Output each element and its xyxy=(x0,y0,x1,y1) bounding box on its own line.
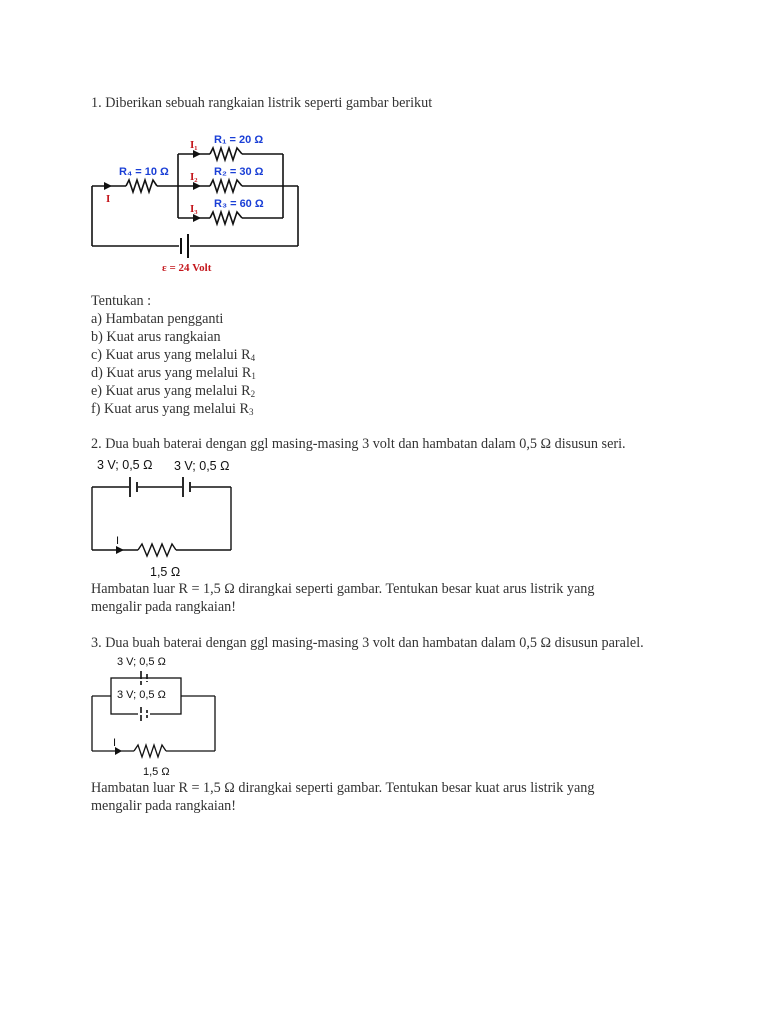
list-item: b) Kuat arus rangkaian xyxy=(91,329,221,345)
label-battery-1-q3: 3 V; 0,5 Ω xyxy=(117,656,166,668)
current-arrow-branch-3 xyxy=(193,214,201,222)
question-3-body-line-1: Hambatan luar R = 1,5 Ω dirangkai seperti gambar. Tentukan besar kuat arus listrik yang xyxy=(91,780,595,796)
list-item: a) Hambatan pengganti xyxy=(91,311,224,327)
label-current-i1: I₁ xyxy=(190,139,198,151)
label-current-q2: I xyxy=(116,535,120,547)
label-resistor-q2: 1,5 Ω xyxy=(150,565,181,579)
label-r1: R₁ = 20 Ω xyxy=(214,134,264,146)
question-1-intro: 1. Diberikan sebuah rangkaian listrik seperti gambar berikut xyxy=(91,95,433,111)
label-battery-1-q2: 3 V; 0,5 Ω xyxy=(97,458,153,472)
current-arrow-main xyxy=(104,182,112,190)
current-arrow-q2 xyxy=(116,546,124,554)
label-current-q3: I xyxy=(113,737,117,749)
list-item: c) Kuat arus yang melalui $R_4$ xyxy=(91,347,256,363)
label-battery-2-q2: 3 V; 0,5 Ω xyxy=(174,459,230,473)
list-item: d) Kuat arus yang melalui $R_1$ xyxy=(91,365,256,381)
label-current-i2: I₂ xyxy=(190,171,198,183)
question-2-body-line-2: mengalir pada rangkaian! xyxy=(91,599,236,615)
question-3-body-line-2: mengalir pada rangkaian! xyxy=(91,798,236,814)
list-item: f) Kuat arus yang melalui $R_3$ xyxy=(91,401,254,417)
current-arrow-branch-2 xyxy=(193,182,201,190)
question-2-intro: 2. Dua buah baterai dengan ggl masing-masing 3 volt dan hambatan dalam 0,5 Ω disusun seri. xyxy=(91,436,626,452)
label-r2: R₂ = 30 Ω xyxy=(214,166,264,178)
question-2-body-line-1: Hambatan luar R = 1,5 Ω dirangkai seperti gambar. Tentukan besar kuat arus listrik yang xyxy=(91,581,595,597)
label-current-i: I xyxy=(106,193,111,205)
label-r4: R₄ = 10 Ω xyxy=(119,166,169,178)
label-battery-2-q3: 3 V; 0,5 Ω xyxy=(117,689,166,701)
current-arrow-branch-1 xyxy=(193,150,201,158)
question-1-list xyxy=(91,310,256,418)
label-r3: R₃ = 60 Ω xyxy=(214,198,264,210)
list-item: e) Kuat arus yang melalui $R_2$ xyxy=(91,383,256,399)
label-emf: ε = 24 Volt xyxy=(162,262,212,274)
question-3-intro: 3. Dua buah baterai dengan ggl masing-masing 3 volt dan hambatan dalam 0,5 Ω disusun paralel. xyxy=(91,635,644,651)
label-resistor-q3: 1,5 Ω xyxy=(143,766,170,778)
tentukan-heading: Tentukan : xyxy=(91,293,152,309)
label-current-i3: I₃ xyxy=(190,203,198,215)
